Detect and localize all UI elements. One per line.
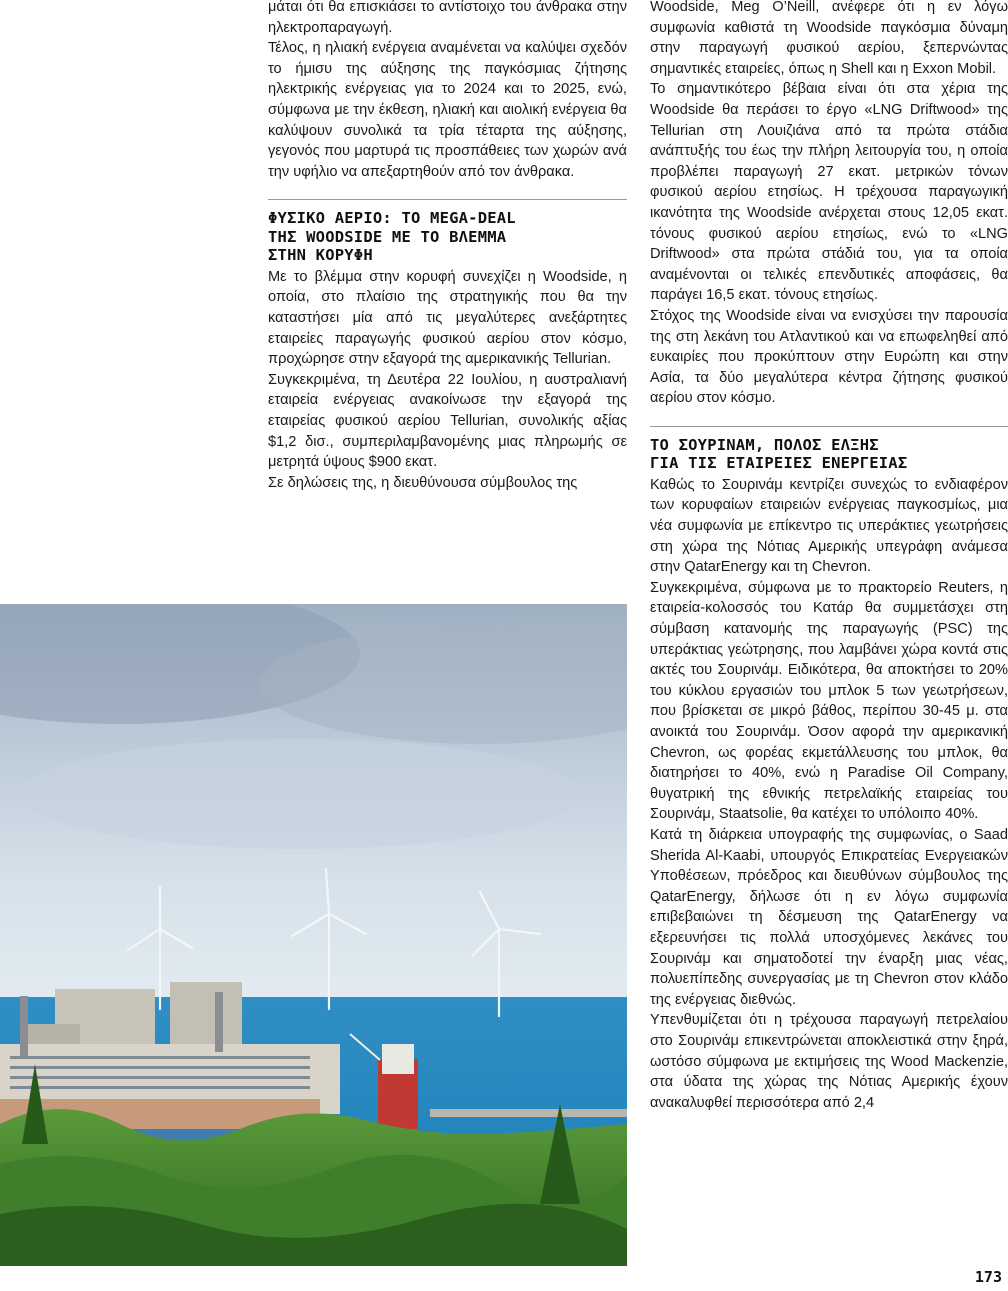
body-paragraph: Το σημαντικότερο βέβαια είναι ότι στα χέρια της Woodside θα περάσει το έργο «LNG Driftwood» της Tellurian στη Λουιζιάνα από τα πρώτα στάδια ανάπτυξής του έως την πλήρη λειτουργία του, η οποία προβλέπει παραγωγή 27 εκατ. μετρικών τόνων φυσικού αερίου ετησίως. Η τρέχουσα παραγωγική ικανότητα της Woodside ανέρχεται στους 12,05 εκατ. τόνους φυσικού αερίου ετησίως, ενώ το «LNG Driftwood» στα πρώτα στάδιά του, για τα οποία αναμένονται οι τελικές επενδυτικές αποφάσεις, θα παράγει 16,5 εκατ. τόνους ετησίως.: [650, 81, 1008, 304]
heading-line: ΓΙΑ ΤΙΣ ΕΤΑΙΡΕΙΕΣ ΕΝΕΡΓΕΙΑΣ: [650, 454, 908, 473]
heading-line: ΦΥΣΙΚΟ ΑΕΡΙΟ: ΤΟ MEGA-DEAL: [268, 209, 516, 228]
body-paragraph: Κατά τη διάρκεια υπογραφής της συμφωνίας, ο Saad Sherida Al-Kaabi, υπουργός Επικρατείας Ενεργειακών Υποθέσεων, πρόεδρος και διευθύνων σύμβουλος της QatarEnergy, δήλωσε ότι η εν λόγω συμφωνία επιβεβαιώνει τη δέσμευση της QatarEnergy να εξερευνήσει τις πολλά υποσχόμενες λεκάνες του Σουρινάμ και σηματοδοτεί την έναρξη μιας νέας, πολυεπίπεδης συνεργασίας με τη Chevron στον κλάδο της ενέργειας διεθνώς.: [650, 826, 1008, 1008]
heading-line: ΣΤΗΝ ΚΟΡΥΦΗ: [268, 246, 373, 265]
body-paragraph: Καθώς το Σουρινάμ κεντρίζει συνεχώς το ενδιαφέρον των κορυφαίων εταιρειών ενέργειας παγκοσμίως, μια νέα συμφωνία με επίκεντρο τις υπεράκτιες γεωτρήσεις στη χώρα της Νότιας Αμερικής υπεγράφη ανάμεσα στην QatarEnergy και τη Chevron.: [650, 476, 1008, 576]
section-heading-suriname: [650, 436, 1008, 473]
section-divider: [650, 426, 1008, 427]
body-paragraph: Με το βλέμμα στην κορυφή συνεχίζει η Woodside, η οποία, στο πλαίσιο της στρατηγικής που θα την καταστήσει μία από τις μεγαλύτερες ανεξάρτητες εταιρείες παραγωγής φυσικού αερίου στον κόσμο, προχώρησε στην εξαγορά της αμερικανικής Tellurian.: [268, 268, 627, 368]
body-paragraph: Υπενθυμίζεται ότι η τρέχουσα παραγωγή πετρελαίου στο Σουρινάμ επικεντρώνεται αποκλειστικά στην ξηρά, ωστόσο σύμφωνα με εκτιμήσεις της Wood Mackenzie, στα ύδατα της χώρας της Νότιας Αμερικής έχουν ανακαλυφθεί περισσότερα από 2,4: [650, 1012, 1008, 1111]
heading-line: ΤΗΣ WOODSIDE ΜΕ ΤΟ ΒΛΕΜΜΑ: [268, 227, 507, 246]
right-column: [650, 0, 1008, 1113]
body-paragraph: Woodside, Meg O’Neill, ανέφερε ότι η εν λόγω συμφωνία καθιστά τη Woodside παγκόσμια δύναμη στην παραγωγή φυσικού αερίου, ξεπερνώντας σημαντικές εταιρείες, όπως η Shell και η Exxon Mobil.: [650, 0, 1008, 77]
body-paragraph: Συγκεκριμένα, τη Δευτέρα 22 Ιουλίου, η αυστραλιανή εταιρεία ενέργειας ανακοίνωσε την εξαγορά της εταιρείας φυσικού αερίου Tellurian, συνολικής αξίας $1,2 δισ., συμπεριλαμβανομένης μιας πληρωμής σε μετρητά ύψους $900 εκατ.: [268, 371, 627, 471]
section-heading-woodside: [268, 209, 627, 265]
body-paragraph: Στόχος της Woodside είναι να ενισχύσει την παρουσία της στη λεκάνη του Ατλαντικού και να επωφεληθεί από ευκαιρίες που προκύπτουν στην Ευρώπη και στην Ασία, τα δύο μεγαλύτερα κέντρα ζήτησης φυσικού αερίου στον κόσμο.: [650, 307, 1008, 407]
heading-line: ΤΟ ΣΟΥΡΙΝΑΜ, ΠΟΛΟΣ ΕΛΞΗΣ: [650, 435, 879, 454]
body-paragraph: μάται ότι θα επισκιάσει το αντίστοιχο του άνθρακα στην ηλεκτροπαραγωγή.: [268, 0, 627, 36]
wind-farm-photo: [0, 604, 627, 1266]
section-divider: [268, 199, 627, 200]
body-paragraph: Συγκεκριμένα, σύμφωνα με το πρακτορείο Reuters, η εταιρεία-κολοσσός του Κατάρ θα συμμετάσχει στη σύμβαση κατανομής της παραγωγής (PSC) της υπεράκτιας γεώτρησης, που λαμβάνει χώρα κοντά στις ακτές του Σουρινάμ. Ειδικότερα, θα αποκτήσει το 20% του κύκλου εργασιών του μπλοκ 5 των γεωτρήσεων, που βρίσκεται σε μικρό βάθος, περίπου 30-45 μ. στα ανοικτά του Σουρινάμ. Όσον αφορά την αμερικανική Chevron, ως φορέας εκμετάλλευσης του μπλοκ, θα διατηρήσει το 40%, ενώ η Paradise Oil Company, θυγατρική της εθνικής πετρελαϊκής εταιρείας του Σουρινάμ, Staatsolie, θα κατέχει το υπόλοιπο 40%.: [650, 579, 1008, 823]
middle-column: [268, 0, 627, 493]
page-number: 173: [974, 1268, 1002, 1286]
body-paragraph: Τέλος, η ηλιακή ενέργεια αναμένεται να καλύψει σχεδόν το ήμισυ της αύξησης της παγκόσμιας ζήτησης ηλεκτρικής ενέργειας για το 2024 και το 2025, ενώ, σύμφωνα με την έκθεση, ηλιακή και αιολική ενέργεια θα καλύψουν συνολικά τα τρία τέταρτα της αύξησης, γεγονός που μαρτυρά τις προσπάθειες των χωρών ανά την υφήλιο να απεξαρτηθούν από τον άνθρακα.: [268, 40, 627, 180]
body-paragraph: Σε δηλώσεις της, η διευθύνουσα σύμβουλος της: [268, 474, 578, 491]
